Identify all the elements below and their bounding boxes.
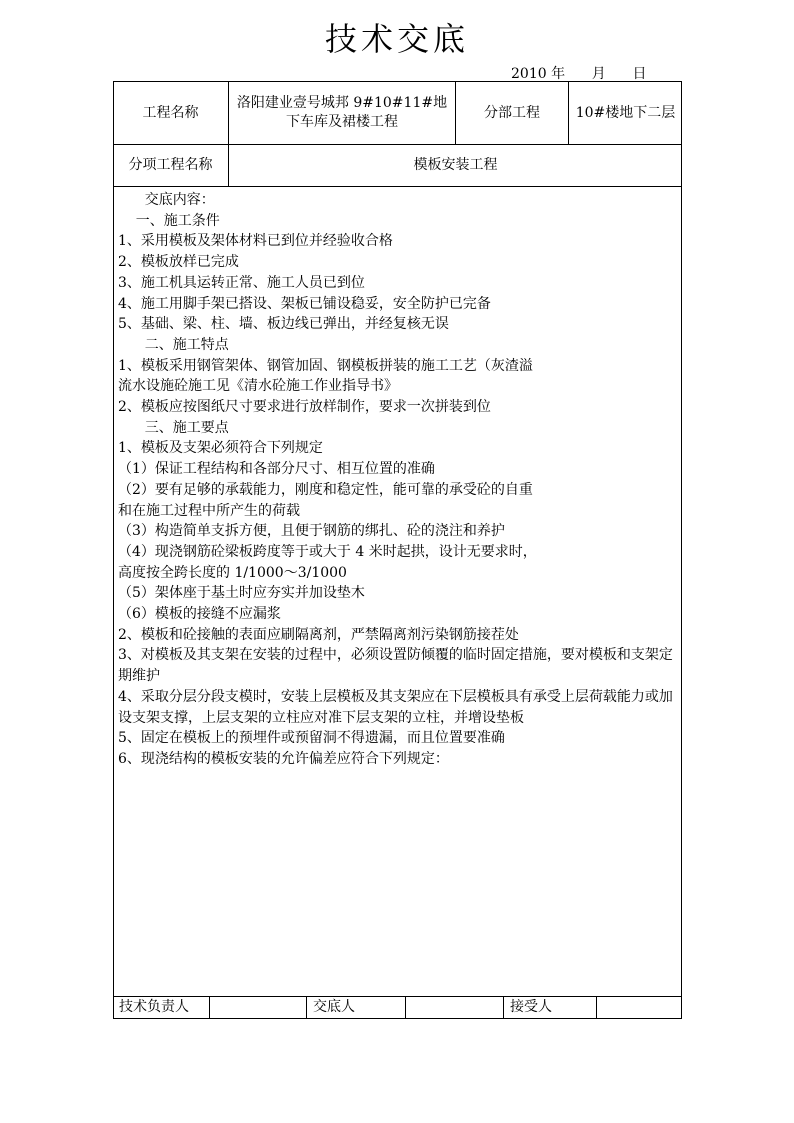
content-line: （4）现浇钢筋砼梁板跨度等于或大于 4 米时起拱，设计无要求时，	[118, 543, 537, 560]
project-name-label: 工程名称	[142, 104, 199, 121]
division-value: 10#楼地下二层	[575, 104, 676, 121]
division-label: 分部工程	[484, 104, 540, 121]
content-line: 1、采用模板及架体材料已到位并经验收合格	[118, 233, 393, 250]
content-line: 流水设施砼施工见《清水砼施工作业指导书》	[118, 378, 398, 395]
content-line: （6）模板的接缝不应漏浆	[118, 606, 281, 623]
receiver-value	[597, 997, 682, 1018]
content-line: 4、采取分层分段支模时，安装上层模板及其支架应在下层模板具有承受上层荷载能力或加设支架支撑，上层支架的立柱应对准下层支架的立柱，并增设垫板	[118, 688, 673, 726]
content-line: 2、模板应按图纸尺寸要求进行放样制作，要求一次拼装到位	[118, 399, 491, 416]
content-line: 5、基础、梁、柱、墙、板边线已弹出，并经复核无误	[118, 316, 449, 333]
content-line: 6、现浇结构的模板安装的允许偏差应符合下列规定：	[118, 750, 449, 767]
content-line: （5）架体座于基土时应夯实并加设垫木	[118, 585, 365, 602]
disclosure-content	[118, 190, 678, 770]
content-line: 4、施工用脚手架已搭设、架板已铺设稳妥，安全防护已完备	[118, 295, 491, 312]
content-line: 3、对模板及其支架在安装的过程中，必须设置防倾覆的临时固定措施，要对模板和支架定期维护	[118, 647, 673, 685]
content-line: （2）要有足够的承载能力，刚度和稳定性，能可靠的承受砼的自重	[118, 481, 533, 498]
presenter-value	[406, 997, 503, 1018]
date-line	[511, 63, 647, 83]
row-divider	[113, 186, 682, 187]
content-line: 2、模板和砼接触的表面应刷隔离剂，严禁隔离剂污染钢筋接茬处	[118, 626, 519, 643]
content-line: （1）保证工程结构和各部分尺寸、相互位置的准确	[118, 461, 435, 478]
content-line: 交底内容：	[118, 192, 215, 208]
content-line: 一、施工条件	[118, 212, 220, 229]
content-line: （3）构造简单支拆方便，且便于钢筋的绑扎、砼的浇注和养护	[118, 523, 505, 540]
content-line: 1、模板及支架必须符合下列规定	[118, 440, 323, 457]
document-title: 技术交底	[324, 20, 469, 58]
content-line: 5、固定在模板上的预埋件或预留洞不得遗漏，而且位置要准确	[118, 730, 505, 747]
date-year: 2010 年	[511, 66, 566, 82]
content-line: 和在施工过程中所产生的荷载	[118, 502, 300, 519]
receiver-label: 接受人	[510, 999, 552, 1015]
content-line: 1、模板采用钢管架体、钢管加固、钢模板拼装的施工工艺（灰渣溢	[118, 357, 533, 374]
content-line: 2、模板放样已完成	[118, 254, 239, 271]
content-line: 二、施工特点	[118, 336, 229, 353]
tech-lead-value	[210, 997, 306, 1018]
presenter-label: 交底人	[313, 999, 355, 1015]
content-line: 三、施工要点	[118, 419, 229, 436]
project-name-value: 洛阳建业壹号城邦 9#10#11#地下车库及裙楼工程	[236, 95, 448, 130]
subdivision-label: 分项工程名称	[128, 157, 213, 173]
date-month: 月	[591, 66, 606, 82]
content-line: 3、施工机具运转正常、施工人员已到位	[118, 274, 365, 291]
tech-lead-label: 技术负责人	[119, 999, 189, 1015]
date-day: 日	[632, 66, 647, 82]
content-line: 高度按全跨长度的 1/1000～3/1000	[118, 564, 347, 581]
subdivision-value: 模板安装工程	[413, 157, 498, 173]
